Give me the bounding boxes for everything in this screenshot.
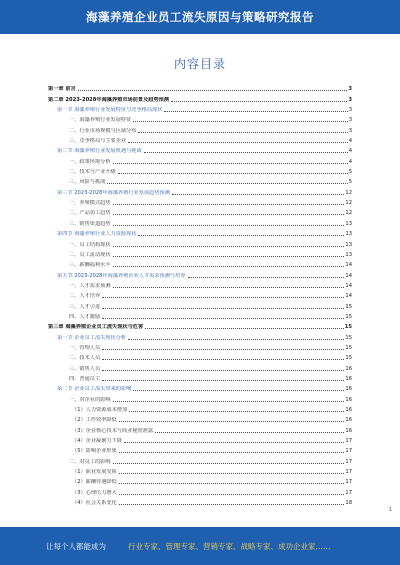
toc-dot-leader (102, 349, 344, 350)
toc-entry-text: 二、技术与产业升级 (69, 169, 116, 176)
toc-entry-page: 4 (348, 158, 352, 165)
toc-entry-text: 第三章 海藻养殖企业员工流失现状与危害 (48, 324, 144, 331)
toc-entry[interactable] (48, 485, 352, 495)
toc-entry-text: 二、人才培养 (69, 293, 101, 300)
toc-entry-page: 16 (345, 396, 352, 403)
toc-entry-page: 13 (345, 241, 352, 248)
toc-entry[interactable] (48, 320, 352, 330)
toc-dot-leader (119, 483, 345, 484)
toc-entry-text: 二、行业市场规模与区域分布 (69, 127, 137, 134)
toc-entry-text: 三、薪酬福利水平 (69, 262, 111, 269)
toc-dot-leader (128, 339, 344, 340)
toc-entry-text: 一、对企业的影响 (69, 396, 111, 403)
toc-entry[interactable] (48, 185, 352, 195)
toc-entry-page: 12 (345, 200, 352, 207)
toc-dot-leader (133, 390, 344, 391)
toc-entry-page: 17 (345, 479, 352, 486)
toc-entry[interactable] (48, 165, 352, 175)
toc-entry-page: 17 (345, 489, 352, 496)
toc-entry-page: 12 (345, 189, 352, 196)
toc-entry-text: （1）职业发展受阻 (72, 469, 117, 476)
toc-entry[interactable] (48, 123, 352, 133)
toc-entry[interactable] (48, 196, 352, 206)
toc-entry-text: 二、技术人员 (69, 355, 101, 362)
toc-entry-page: 3 (348, 96, 352, 103)
toc-dot-leader (144, 152, 348, 153)
toc-entry-text: 第五节 2023-2028年海藻养殖企业人才需求预测与培养 (57, 272, 186, 279)
toc-entry[interactable] (48, 392, 352, 402)
toc-entry-text: 一、管理人员 (69, 344, 101, 351)
toc-dot-leader (133, 121, 347, 122)
toc-entry-text: 第二章 2023-2028年海藻养殖市场前景及趋势预测 (48, 96, 170, 103)
toc-entry-page: 3 (348, 127, 352, 134)
toc-dot-leader (119, 452, 345, 453)
toc-entry[interactable] (48, 434, 352, 444)
toc-dot-leader (102, 318, 344, 319)
toc-dot-leader (119, 421, 345, 422)
toc-entry[interactable] (48, 310, 352, 320)
toc-entry-text: （4）社会关系变化 (72, 500, 117, 507)
toc-entry[interactable] (48, 237, 352, 247)
toc-dot-leader (113, 225, 345, 226)
toc-dot-leader (113, 401, 345, 402)
toc-entry-page: 13 (345, 231, 352, 238)
toc-entry-page: 17 (345, 458, 352, 465)
toc-dot-leader (113, 287, 345, 288)
document-title: 海藻养殖企业员工流失原因与策略研究报告 (86, 10, 314, 24)
page-number: 1 (388, 507, 392, 513)
toc-entry-page: 4 (348, 148, 352, 155)
toc-entry-text: 二、对员工的影响 (69, 458, 111, 465)
toc-entry-text: 二、产品加工趋势 (69, 210, 111, 217)
toc-dot-leader (172, 194, 344, 195)
toc-dot-leader (102, 359, 344, 360)
toc-entry-text: 一、人才需求预测 (69, 282, 111, 289)
toc-entry-page: 17 (345, 469, 352, 476)
toc-dot-leader (119, 494, 345, 495)
toc-entry-page: 4 (348, 138, 352, 145)
toc-entry-page: 16 (345, 427, 352, 434)
toc-entry-page: 15 (345, 355, 352, 362)
toc-entry-page: 13 (345, 220, 352, 227)
toc-entry[interactable] (48, 144, 352, 154)
toc-entry-text: 三、人才引进 (69, 303, 101, 310)
toc-entry-page: 5 (348, 179, 352, 186)
toc-dot-leader (155, 432, 344, 433)
toc-entry[interactable] (48, 82, 352, 92)
toc-entry-page: 16 (345, 386, 352, 393)
toc-entry-page: 3 (348, 86, 352, 93)
toc-entry-text: （3）心理压力增大 (72, 489, 117, 496)
toc-entry-text: 三、风险与挑战 (69, 179, 106, 186)
toc-entry-page: 14 (345, 282, 352, 289)
toc-entry-page: 16 (345, 365, 352, 372)
toc-entry-page: 15 (344, 324, 352, 331)
toc-dot-leader (113, 256, 345, 257)
toc-entry-page: 17 (345, 448, 352, 455)
toc-entry-text: 第一节 海藻养殖行业发展特征与竞争格局现状 (57, 107, 163, 114)
toc-entry-page: 3 (348, 107, 352, 114)
toc-dot-leader (128, 142, 348, 143)
toc-entry[interactable] (48, 206, 352, 216)
toc-entry-text: 第一章 前言 (48, 86, 76, 93)
toc-entry-text: 一、政策环境分析 (69, 158, 111, 165)
toc-entry-page: 3 (348, 117, 352, 124)
toc-entry[interactable] (48, 103, 352, 113)
toc-dot-leader (145, 328, 344, 329)
toc-entry-page: 14 (345, 262, 352, 269)
toc-entry-text: （4）企业凝聚力下降 (72, 438, 122, 445)
toc-entry[interactable] (48, 496, 352, 506)
toc-entry[interactable] (48, 175, 352, 185)
toc-dot-leader (138, 235, 344, 236)
toc-entry[interactable] (48, 227, 352, 237)
toc-entry-page: 14 (345, 293, 352, 300)
toc-entry-text: 四、人才激励 (69, 313, 101, 320)
toc-entry-text: 第二节 海藻养殖行业发展机遇与挑战 (57, 148, 142, 155)
toc-entry-text: 三、销售人员 (69, 365, 101, 372)
toc-entry[interactable] (48, 423, 352, 433)
toc-dot-leader (164, 111, 347, 112)
toc-dot-leader (124, 442, 344, 443)
toc-dot-leader (138, 132, 347, 133)
toc-entry[interactable] (48, 454, 352, 464)
toc-entry[interactable] (48, 403, 352, 413)
toc-entry-text: 三、销售渠道趋势 (69, 220, 111, 227)
toc-entry[interactable] (48, 289, 352, 299)
toc-dot-leader (78, 90, 348, 91)
toc-dot-leader (102, 308, 344, 309)
toc-entry-text: 第二节 企业员工流失带来的影响 (57, 386, 132, 393)
toc-dot-leader (113, 463, 345, 464)
toc-entry[interactable] (48, 268, 352, 278)
toc-entry-text: （2）工作效率降低 (72, 417, 117, 424)
toc-entry-text: 一、海藻养殖行业发展特征 (69, 117, 132, 124)
toc-dot-leader (188, 277, 345, 278)
toc-entry-text: 一、养殖模式趋势 (69, 200, 111, 207)
table-of-contents (48, 82, 352, 506)
toc-entry[interactable] (48, 279, 352, 289)
toc-dot-leader (113, 266, 345, 267)
toc-entry-text: 四、普通员工 (69, 375, 101, 382)
toc-entry-page: 16 (345, 417, 352, 424)
toc-heading: 内容目录 (173, 57, 226, 71)
toc-entry-page: 15 (345, 344, 352, 351)
toc-entry-text: 第一节 企业员工流失现状分析 (57, 334, 127, 341)
toc-entry[interactable] (48, 372, 352, 382)
footer-slogan: 让每个人都能成为 (46, 542, 106, 551)
toc-entry-page: 17 (345, 438, 352, 445)
toc-entry[interactable] (48, 258, 352, 268)
toc-entry-page: 13 (345, 251, 352, 258)
toc-entry-text: （2）薪酬待遇降低 (72, 479, 117, 486)
toc-entry[interactable] (48, 465, 352, 475)
toc-dot-leader (118, 173, 348, 174)
toc-entry[interactable] (48, 154, 352, 164)
toc-entry[interactable] (48, 382, 352, 392)
toc-entry-text: （3）企业核心技术与商业秘密泄露 (72, 427, 154, 434)
toc-dot-leader (119, 473, 345, 474)
toc-entry-page: 5 (348, 169, 352, 176)
toc-entry[interactable] (48, 216, 352, 226)
toc-entry[interactable] (48, 330, 352, 340)
toc-entry-text: 三、竞争格局与主要企业 (69, 138, 127, 145)
toc-entry[interactable] (48, 134, 352, 144)
toc-entry-page: 15 (345, 313, 352, 320)
toc-entry-text: 第四节 海藻养殖行业人力资源现状 (57, 231, 137, 238)
toc-entry[interactable] (48, 351, 352, 361)
toc-entry[interactable] (48, 475, 352, 485)
toc-dot-leader (102, 380, 344, 381)
toc-entry-text: （1）人力资源成本增加 (72, 407, 128, 413)
toc-dot-leader (113, 214, 345, 215)
toc-entry-text: 第三节 2023-2028年海藻养殖行业发展趋势预测 (57, 189, 170, 196)
toc-entry[interactable] (48, 92, 352, 102)
toc-entry-page: 18 (345, 500, 352, 507)
toc-entry-page: 16 (345, 407, 352, 413)
toc-dot-leader (171, 101, 347, 102)
toc-entry-page: 16 (345, 375, 352, 382)
toc-entry-page: 14 (345, 272, 352, 279)
toc-dot-leader (113, 246, 345, 247)
toc-entry-text: （5）影响企业形象 (72, 448, 117, 455)
toc-entry[interactable] (48, 113, 352, 123)
toc-entry-text: 二、员工流动现状 (69, 251, 111, 258)
toc-dot-leader (119, 504, 345, 505)
toc-entry-page: 15 (345, 303, 352, 310)
toc-entry-page: 12 (345, 210, 352, 217)
toc-entry[interactable] (48, 299, 352, 309)
toc-entry[interactable] (48, 341, 352, 351)
toc-dot-leader (113, 204, 345, 205)
toc-entry[interactable] (48, 444, 352, 454)
toc-dot-leader (129, 411, 344, 412)
footer-tagline: 行业专家、管理专家、营销专家、战略专家、成功企业家…… (128, 542, 331, 551)
toc-dot-leader (113, 163, 348, 164)
toc-dot-leader (102, 370, 344, 371)
toc-dot-leader (107, 183, 347, 184)
toc-entry-page: 15 (345, 334, 352, 341)
toc-entry[interactable] (48, 248, 352, 258)
toc-dot-leader (102, 297, 344, 298)
toc-entry[interactable] (48, 361, 352, 371)
toc-entry[interactable] (48, 413, 352, 423)
toc-entry-text: 一、员工结构现状 (69, 241, 111, 248)
